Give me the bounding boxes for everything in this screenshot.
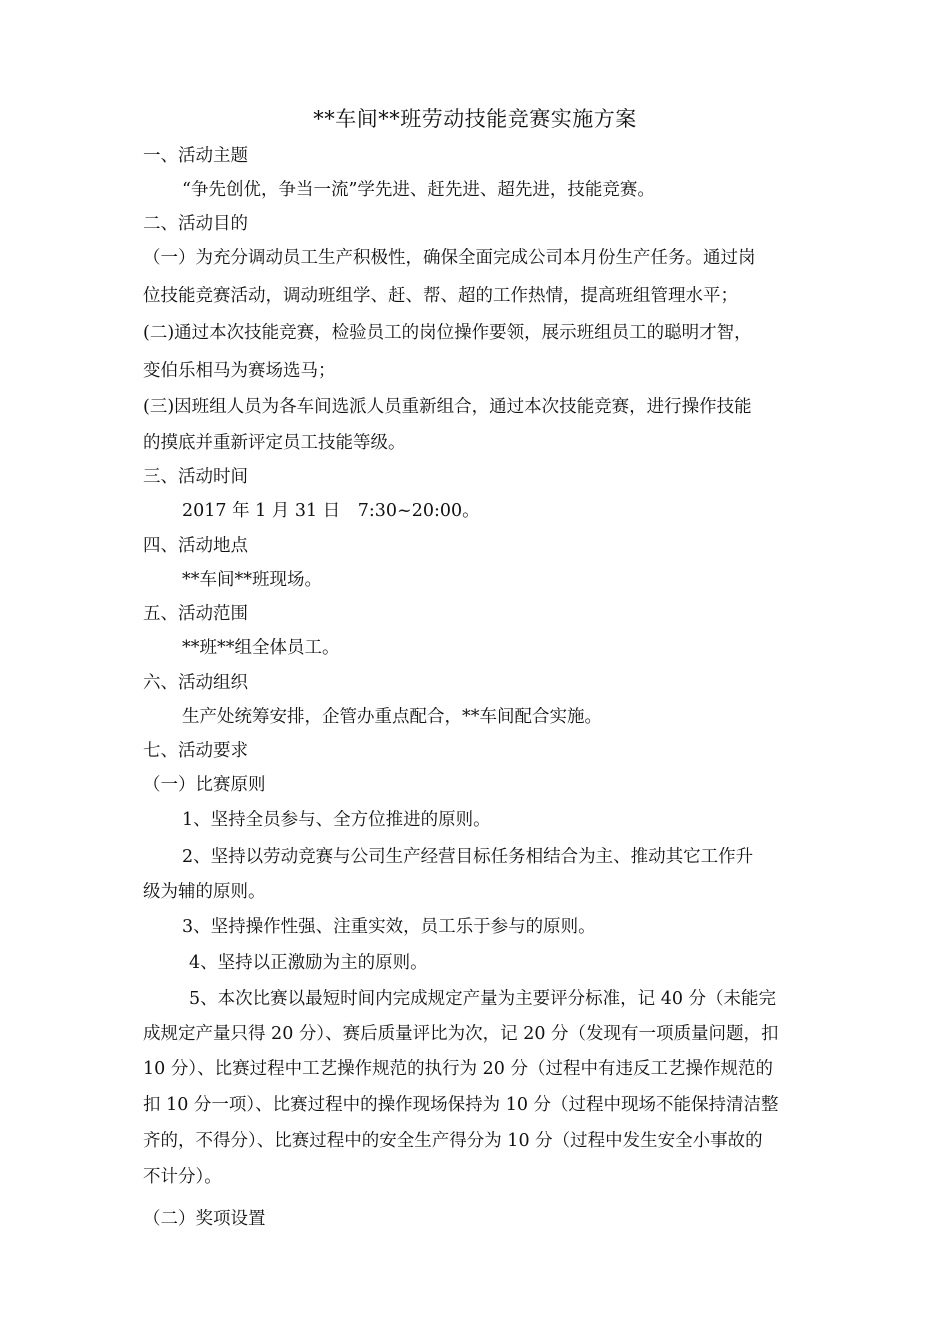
paragraph-purpose-2: (二)通过本次技能竞赛，检验员工的岗位操作要领，展示班组员工的聪明才智，	[143, 323, 752, 343]
principle-item-5-cont-3: 扣 10 分一项）、比赛过程中的操作现场保持为 10 分（过程中现场不能保持清洁整	[143, 1095, 779, 1115]
paragraph-purpose-3: (三)因班组人员为各车间选派人员重新组合，通过本次技能竞赛，进行操作技能	[143, 397, 752, 417]
paragraph-time: 2017 年 1 月 31 日 7:30~20:00。	[182, 501, 480, 521]
principle-item-5-cont-2: 10 分）、比赛过程中工艺操作规范的执行为 20 分（过程中有违反工艺操作规范的	[143, 1059, 773, 1079]
paragraph-purpose-3-cont: 的摸底并重新评定员工技能等级。	[143, 433, 406, 453]
paragraph-scope: **班**组全体员工。	[182, 638, 340, 658]
principle-item-5: 5、本次比赛以最短时间内完成规定产量为主要评分标准，记 40 分（未能完	[189, 989, 777, 1009]
principle-item-5-cont-5: 不计分）。	[143, 1167, 222, 1187]
principle-item-1: 1、坚持全员参与、全方位推进的原则。	[182, 810, 491, 830]
section-heading-theme: 一、活动主题	[143, 146, 248, 166]
section-heading-requirements: 七、活动要求	[143, 741, 248, 761]
document-title: **车间**班劳动技能竞赛实施方案	[313, 107, 637, 131]
section-heading-purpose: 二、活动目的	[143, 214, 248, 234]
section-heading-location: 四、活动地点	[143, 536, 248, 556]
paragraph-purpose-1-cont: 位技能竞赛活动，调动班组学、赶、帮、超的工作热情，提高班组管理水平；	[143, 286, 738, 306]
section-heading-scope: 五、活动范围	[143, 604, 248, 624]
principle-item-3: 3、坚持操作性强、注重实效，员工乐于参与的原则。	[182, 917, 596, 937]
principle-item-4: 4、坚持以正激励为主的原则。	[189, 953, 428, 973]
paragraph-location: **车间**班现场。	[182, 570, 322, 590]
section-heading-organization: 六、活动组织	[143, 673, 248, 693]
paragraph-purpose-1: （一）为充分调动员工生产积极性，确保全面完成公司本月份生产任务。通过岗	[143, 248, 756, 268]
principle-item-2-cont: 级为辅的原则。	[143, 882, 266, 902]
principle-item-2: 2、坚持以劳动竞赛与公司生产经营目标任务相结合为主、推动其它工作升	[182, 847, 754, 867]
paragraph-purpose-2-cont: 变伯乐相马为赛场选马；	[143, 361, 336, 381]
section-heading-time: 三、活动时间	[143, 467, 248, 487]
subsection-heading-principles: （一）比赛原则	[143, 775, 266, 795]
subsection-heading-awards: （二）奖项设置	[143, 1209, 266, 1229]
paragraph-organization: 生产处统筹安排，企管办重点配合，**车间配合实施。	[182, 707, 602, 727]
principle-item-5-cont-1: 成规定产量只得 20 分）、赛后质量评比为次，记 20 分（发现有一项质量问题，扣	[143, 1024, 779, 1044]
principle-item-5-cont-4: 齐的，不得分）、比赛过程中的安全生产得分为 10 分（过程中发生安全小事故的	[143, 1131, 763, 1151]
paragraph-theme: “争先创优，争当一流”学先进、赶先进、超先进，技能竞赛。	[182, 180, 655, 200]
